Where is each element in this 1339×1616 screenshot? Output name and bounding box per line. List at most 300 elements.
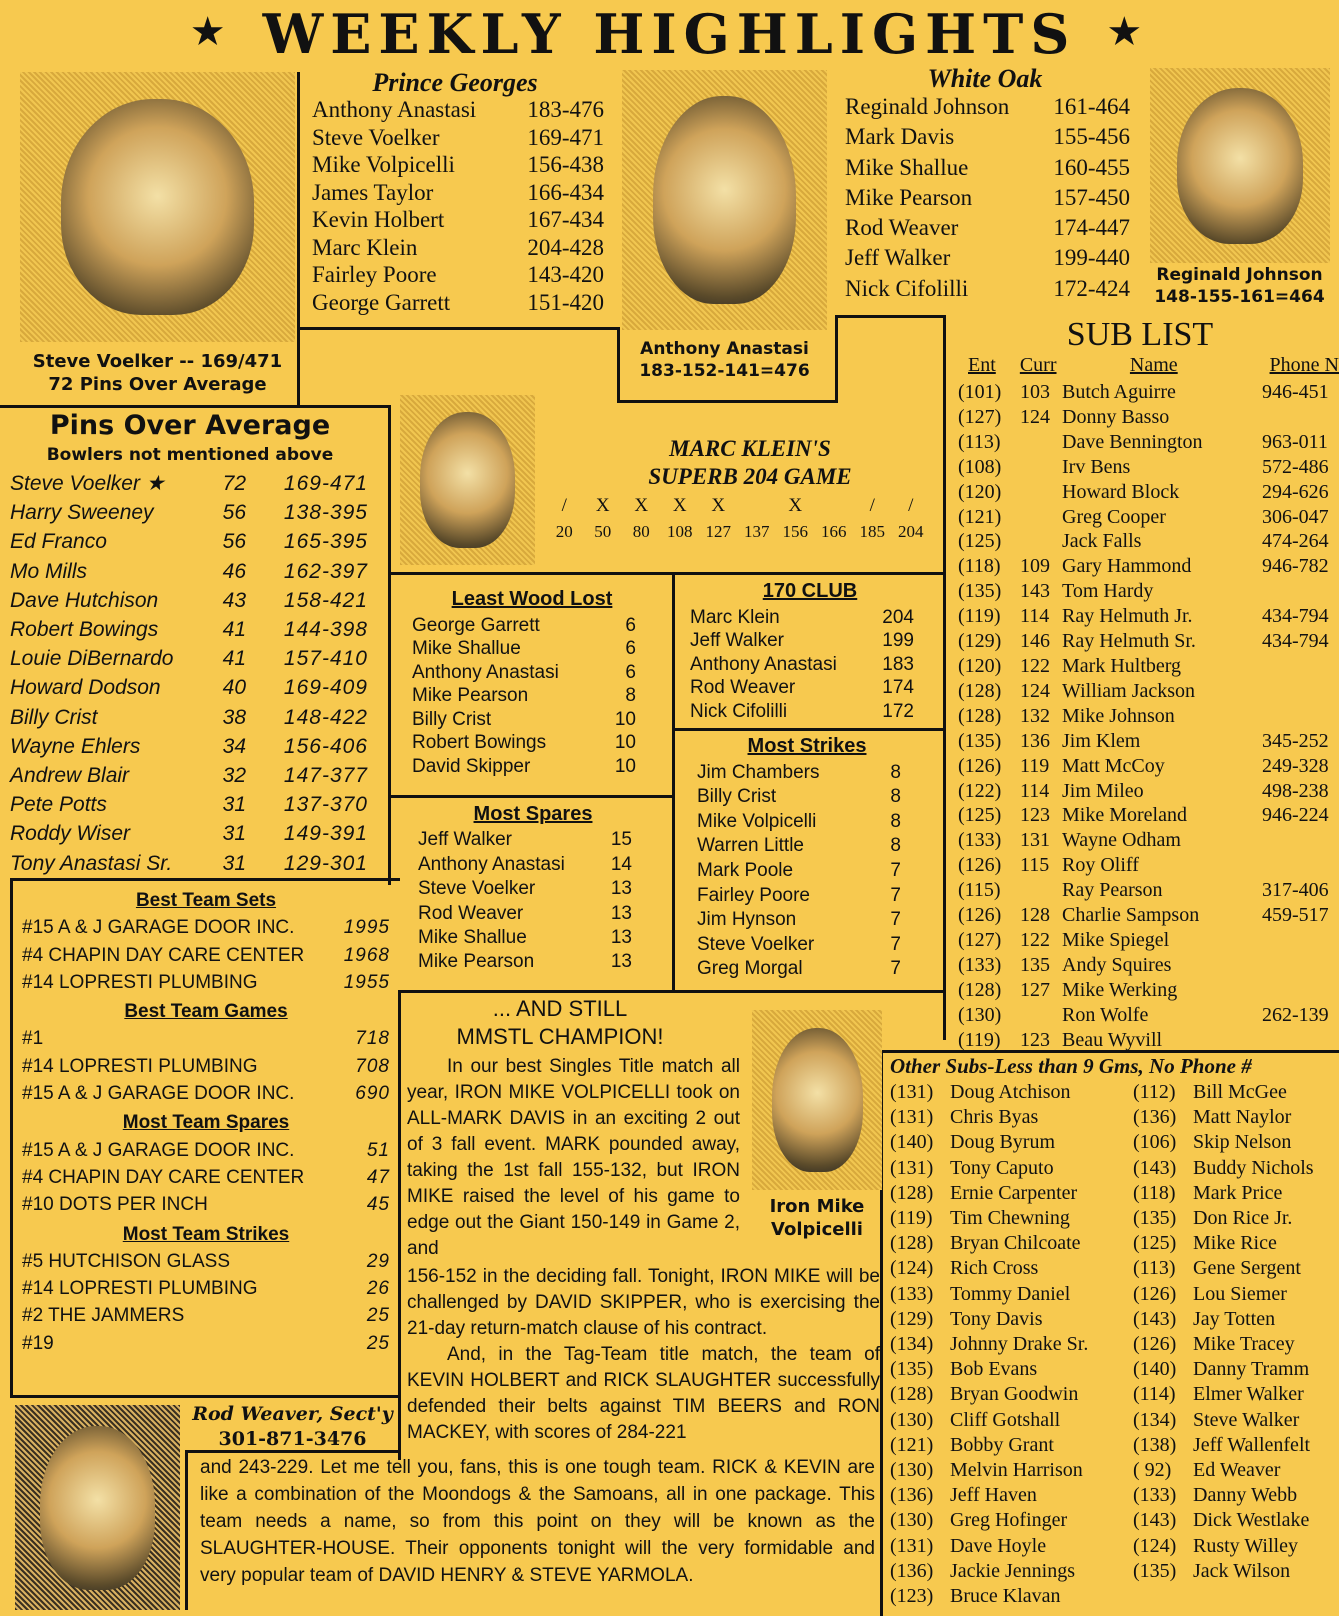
divider [943,315,946,1040]
list-row [22,1302,390,1329]
other-sub-row [890,1307,1130,1332]
other-sub-row [890,1206,1130,1231]
sub-ent: (120) [958,480,1002,503]
sub-curr: 103 [1020,381,1050,403]
other-sub-ent: (130) [890,1509,934,1532]
other-sub-ent: (113) [1133,1257,1176,1280]
frame-mark: / [908,495,914,516]
other-sub-name: Doug Atchison [950,1081,1071,1103]
list-row [10,819,385,848]
sub-row [958,903,1339,928]
other-sub-ent: (140) [890,1131,934,1154]
other-sub-name: Don Rice Jr. [1193,1207,1293,1230]
other-sub-ent: ( 92) [1133,1459,1172,1482]
other-sub-name: Mike Tracey [1193,1333,1295,1356]
row-value: 156-438 [527,152,604,177]
other-sub-row [890,1231,1130,1256]
sub-row [958,1003,1339,1028]
divider [388,795,674,798]
sub-row [958,978,1339,1003]
sub-name: Gary Hammond [1062,555,1192,578]
other-sub-name: Johnny Drake Sr. [950,1333,1089,1356]
other-sub-row [890,1181,1130,1206]
other-sub-ent: (128) [890,1181,934,1204]
list-row [418,828,648,852]
sub-name: Mike Spiegel [1062,928,1170,951]
other-sub-name: Danny Tramm [1193,1358,1310,1381]
list-row [845,213,1130,243]
row-pins: 56 [222,501,246,525]
caption-line: Steve Voelker -- 169/471 [32,351,283,372]
sub-ent: (130) [958,1003,1002,1026]
row-name: Dave Hutchison [10,588,159,612]
other-sub-row [1133,1458,1339,1483]
sub-list-rows [958,380,1339,1052]
other-sub-name: Dick Westlake [1193,1509,1310,1532]
sub-row [958,729,1339,754]
other-sub-name: Jeff Wallenfelt [1193,1433,1311,1456]
row-name: George Garrett [412,614,540,636]
other-sub-name: Rusty Willey [1193,1534,1298,1557]
other-sub-row [890,1130,1130,1155]
list-row [412,684,652,708]
frame-score: 20 [555,522,573,541]
sub-phone: 317-406 [1262,879,1329,902]
sub-phone: 963-011 [1262,430,1328,453]
divider [10,1395,400,1398]
frame-score: 185 [859,522,885,541]
other-sub-row [890,1357,1130,1382]
list-row [690,653,930,677]
row-name: #15 A & J GARAGE DOOR INC. [22,1139,295,1161]
frame-mark: X [595,495,610,516]
row-name: Jeff Walker [690,630,784,651]
list-row [22,1164,390,1191]
klein-frames [545,522,930,542]
sub-curr: 132 [1020,704,1050,727]
row-name: Jeff Walker [418,829,512,851]
row-pins: 31 [222,822,246,846]
row-pins: 31 [222,851,246,875]
row-score: 169-471 [283,472,368,495]
other-sub-ent: (143) [1133,1509,1177,1532]
frame-mark: X [711,495,726,516]
row-value: 7 [890,933,901,955]
story-para3: and 243-229. Let me tell you, fans, this is one tough team. RICK & KEVIN are like a combination of the Moondogs & the Samoans, all in one package. This team needs a name, so from this point on they will be known as the SLAUGHTER-HOUSE. Their opponents tonight will the very formidable and very popular team of DAVID HENRY & STEVE YARMOLA. [200,1457,875,1586]
row-name: #19 [22,1332,54,1354]
header-curr: Curr [1019,354,1057,376]
other-sub-row [890,1256,1130,1281]
frame-mark: X [788,495,803,516]
klein-photo [400,395,535,565]
portrait-icon [1177,88,1303,244]
sub-row [958,405,1339,430]
row-score: 149-391 [283,822,368,846]
other-sub-ent: (143) [1133,1307,1177,1330]
list-row [697,884,917,909]
row-value: 166-434 [527,179,604,205]
other-subs-right [1133,1080,1339,1584]
sub-row [958,803,1339,828]
row-value: 13 [610,878,632,900]
sub-ent: (115) [958,879,1001,902]
row-score: 169-409 [283,676,368,700]
list-row [312,206,604,234]
divider [398,990,946,993]
sub-phone: 474-264 [1262,530,1329,553]
johnson-photo [1150,68,1330,263]
list-row [22,1275,390,1302]
other-sub-ent: (133) [1133,1484,1177,1507]
row-value: 174-447 [1053,215,1130,241]
row-name: Mo Mills [10,559,87,583]
other-sub-name: Melvin Harrison [950,1459,1083,1482]
row-value: 6 [625,638,636,659]
team-section-title: Best Team Games [124,1001,288,1023]
sub-name: Jim Mileo [1062,779,1144,802]
other-sub-name: Matt Naylor [1193,1106,1292,1129]
sub-ent: (121) [958,505,1002,528]
row-name: Nick Cifolilli [690,700,788,722]
row-value: 8 [890,761,901,783]
sub-phone: 946-451 [1262,381,1329,403]
row-name: #2 THE JAMMERS [22,1305,185,1327]
caption-line: Volpicelli [771,1219,863,1240]
stat-title: Most Spares [473,803,593,825]
list-row [845,92,1130,122]
row-value: 1955 [343,971,390,993]
sub-phone: 262-139 [1262,1003,1329,1026]
row-value: 1995 [343,917,390,939]
list-row [22,969,390,996]
story-para1-narrow: In our best Singles Title match all year, IRON MIKE VOLPICELLI took on ALL-MARK DAVIS in an exciting 2 out of 3 fall event. MARK pounded away, taking the 1st fall 155-132, but IRON MIKE raised the level of his game to edge out the Giant 150-149 in Game 2, and [407,1056,740,1259]
row-name: #14 LOPRESTI PLUMBING [22,1278,258,1300]
most-strikes [697,734,917,982]
sub-ent: (113) [958,430,1001,453]
other-sub-ent: (131) [890,1156,934,1179]
row-name: Mike Pearson [418,951,535,973]
row-name: Robert Bowings [10,618,159,642]
star-icon: ★ [1106,9,1150,55]
team-section-title: Best Team Sets [135,890,277,911]
other-sub-row [1133,1206,1339,1231]
sub-curr: 146 [1020,630,1050,653]
list-row [10,615,385,644]
sub-row [958,953,1339,978]
other-sub-row [1133,1156,1339,1181]
stat-title: Least Wood Lost [451,588,613,610]
other-sub-row [890,1458,1130,1483]
row-name: #1 [22,1028,44,1050]
row-name: Wayne Ehlers [10,734,141,758]
club-170 [690,580,930,723]
row-score: 156-406 [283,734,368,758]
sub-row [958,704,1339,729]
sub-curr [1020,1003,1062,1028]
frame-score: 108 [667,522,693,541]
sub-ent: (118) [958,555,1001,578]
list-row [690,629,930,653]
sub-name: Matt McCoy [1062,754,1165,777]
sub-ent: (135) [958,729,1002,752]
sub-curr [1020,430,1062,455]
other-sub-row [890,1559,1130,1584]
sub-name: Wayne Odham [1062,829,1181,852]
portrait-icon [420,412,515,548]
row-value: 25 [366,1305,390,1327]
list-row [10,732,385,761]
sub-row [958,579,1339,604]
row-pins: 38 [222,705,246,729]
row-value: 8 [890,810,901,832]
other-sub-name: Bruce Klavan [950,1585,1061,1608]
klein-game-title [560,435,940,491]
row-value: 8 [890,835,901,857]
row-name: Marc Klein [690,606,780,628]
frame-score: 166 [821,522,847,541]
row-pins: 43 [222,588,246,612]
sub-name: Roy Oliff [1062,854,1139,877]
sub-row [958,430,1339,455]
sub-curr: 135 [1020,953,1050,976]
sub-name: Ron Wolfe [1062,1003,1149,1026]
row-name: Ed Franco [10,530,107,554]
sub-row [958,679,1339,704]
list-row [22,1248,390,1275]
volpicelli-photo [752,1010,882,1190]
mask-photo [15,1405,180,1610]
other-sub-ent: (126) [1133,1333,1177,1356]
other-sub-name: Jeff Haven [950,1484,1037,1507]
list-row [690,606,930,630]
sub-curr: 123 [1020,804,1050,827]
other-sub-row [890,1282,1130,1307]
story-para1-wide: 156-152 in the deciding fall. Tonight, IRON MIKE will be challenged by DAVID SKIPPER, who is exercising the 21-day return-match clause of his contract. [407,1266,880,1339]
row-value: 160-455 [1053,154,1130,180]
sub-phone: 572-486 [1262,455,1329,478]
divider [672,572,675,990]
frame-mark [738,495,777,517]
other-sub-name: Bob Evans [950,1358,1038,1381]
anastasi-caption [622,338,827,382]
sub-list-title: SUB LIST [1066,316,1214,353]
row-score: 148-422 [283,705,368,729]
row-pins: 56 [222,530,246,554]
row-value: 174 [882,677,914,698]
list-row [697,834,917,859]
sub-curr: 123 [1020,1028,1050,1051]
sub-phone: 249-328 [1262,754,1329,777]
other-sub-name: Tommy Daniel [950,1282,1071,1305]
list-row [690,700,930,724]
sub-curr: 124 [1020,679,1050,702]
row-name: #15 A & J GARAGE DOOR INC. [22,1083,295,1105]
row-name: Anthony Anastasi [412,661,559,683]
list-row [10,527,385,556]
other-sub-name: Ed Weaver [1193,1459,1281,1482]
stat-title: Most Strikes [747,735,867,757]
other-sub-row [1133,1282,1339,1307]
sub-name: Tom Hardy [1062,580,1154,603]
secretary-info [185,1402,400,1452]
row-value: 151-420 [527,289,604,315]
list-row [10,761,385,790]
list-row [22,1080,390,1107]
other-sub-row [1133,1433,1339,1458]
sub-ent: (127) [958,928,1002,951]
sub-curr: 119 [1020,754,1050,777]
sub-row [958,928,1339,953]
headline-line: MMSTL CHAMPION! [456,1024,664,1049]
row-value: 14 [610,853,632,875]
list-row [22,942,390,969]
sub-curr: 114 [1020,605,1050,628]
sub-curr: 115 [1020,854,1050,877]
sub-row [958,455,1339,480]
portrait-icon [61,99,254,315]
frame-score: 204 [898,522,924,541]
other-sub-row [890,1105,1130,1130]
sub-row [958,828,1339,853]
other-sub-name: Jack Wilson [1193,1559,1291,1582]
other-sub-name: Mike Rice [1193,1232,1277,1255]
row-name: Jim Hynson [697,909,797,931]
list-row [845,183,1130,213]
sub-curr: 109 [1020,555,1050,578]
sub-phone: 498-238 [1262,779,1329,802]
other-sub-ent: (131) [890,1534,934,1557]
row-value: 26 [366,1278,390,1300]
row-name: David Skipper [412,755,531,777]
header-phone: Phone N [1269,354,1339,376]
sub-curr [1020,505,1062,530]
row-name: Mike Pearson [412,685,529,706]
white-oak-list [845,92,1130,304]
other-sub-ent: (136) [1133,1106,1177,1129]
list-row [418,853,648,877]
sub-ent: (129) [958,630,1002,653]
list-row [690,676,930,700]
row-name: Mark Poole [697,859,794,881]
sub-row [958,380,1339,405]
other-sub-ent: (134) [1133,1408,1177,1431]
sub-name: Jim Klem [1062,729,1141,752]
row-name: Anthony Anastasi [418,853,565,875]
row-name: Marc Klein [312,234,418,260]
list-row [412,708,652,732]
list-row [697,810,917,835]
divider [672,728,944,731]
divider [617,327,620,402]
list-row [412,755,652,779]
row-pins: 40 [222,676,246,700]
list-row [312,179,604,207]
row-value: 10 [614,708,636,730]
sub-name: Andy Squires [1062,953,1172,976]
row-name: Billy Crist [412,708,492,730]
row-value: 183 [882,653,914,675]
list-row [312,96,604,124]
sub-curr: 124 [1020,405,1050,428]
sub-curr [1020,455,1062,480]
other-sub-name: Bobby Grant [950,1433,1054,1456]
sub-row [958,604,1339,629]
sub-phone: 434-794 [1262,630,1329,653]
other-sub-ent: (130) [890,1408,934,1431]
row-value: 155-456 [1053,124,1130,150]
row-name: Billy Crist [10,705,98,729]
champion-headline [405,995,715,1051]
sub-ent: (125) [958,530,1002,553]
sub-name: Mark Hultberg [1062,654,1182,677]
list-row [10,673,385,702]
other-sub-row [1133,1408,1339,1433]
sub-ent: (126) [958,904,1002,927]
secretary-name: Rod Weaver, Sect'y [192,1403,393,1425]
row-value: 6 [625,614,636,636]
row-value: 690 [355,1083,390,1105]
row-pins: 41 [222,618,246,642]
klein-title-line: SUPERB 204 GAME [648,464,852,489]
list-row [22,1191,390,1218]
team-section-title: Most Team Spares [122,1112,290,1134]
other-sub-ent: (128) [890,1383,934,1406]
row-name: Mike Volpicelli [312,152,455,177]
sub-curr: 131 [1020,829,1050,852]
sub-row [958,754,1339,779]
row-value: 1968 [343,944,390,966]
other-sub-name: Cliff Gotshall [950,1408,1061,1431]
list-row [10,644,385,673]
row-name: George Garrett [312,289,451,315]
sub-ent: (126) [958,854,1002,877]
sub-name: Ray Helmuth Sr. [1062,630,1196,653]
other-sub-row [890,1156,1130,1181]
row-pins: 41 [222,647,246,671]
sub-row [958,505,1339,530]
row-value: 45 [366,1194,390,1216]
row-value: 199 [882,630,914,651]
other-sub-ent: (135) [890,1358,934,1381]
other-sub-row [890,1332,1130,1357]
frame-mark: X [634,495,649,516]
sub-name: Irv Bens [1062,455,1131,478]
row-name: Louie DiBernardo [10,647,174,671]
row-value: 204-428 [527,234,604,260]
other-sub-ent: (134) [890,1333,934,1356]
other-sub-name: Steve Walker [1193,1408,1300,1431]
volpicelli-caption [752,1195,882,1241]
pins-over-average-title: Pins Over Average [49,410,331,441]
row-pins: 31 [222,793,246,817]
caption-line: Iron Mike [769,1196,865,1217]
list-row [22,1330,390,1357]
other-sub-ent: (130) [890,1459,934,1482]
secretary-phone: 301-871-3476 [218,1428,367,1450]
sub-ent: (133) [958,953,1002,976]
row-name: Anthony Anastasi [312,97,477,122]
least-wood-lost [412,588,652,778]
row-name: James Taylor [312,179,434,205]
list-row [10,586,385,615]
sub-name: Greg Cooper [1062,505,1166,528]
frame-score: 137 [744,522,770,541]
sub-curr [1020,480,1062,505]
list-row [312,151,604,179]
other-subs-title: Other Subs-Less than 9 Gms, No Phone # [890,1054,1252,1078]
sub-row [958,853,1339,878]
row-value: 13 [610,951,632,973]
